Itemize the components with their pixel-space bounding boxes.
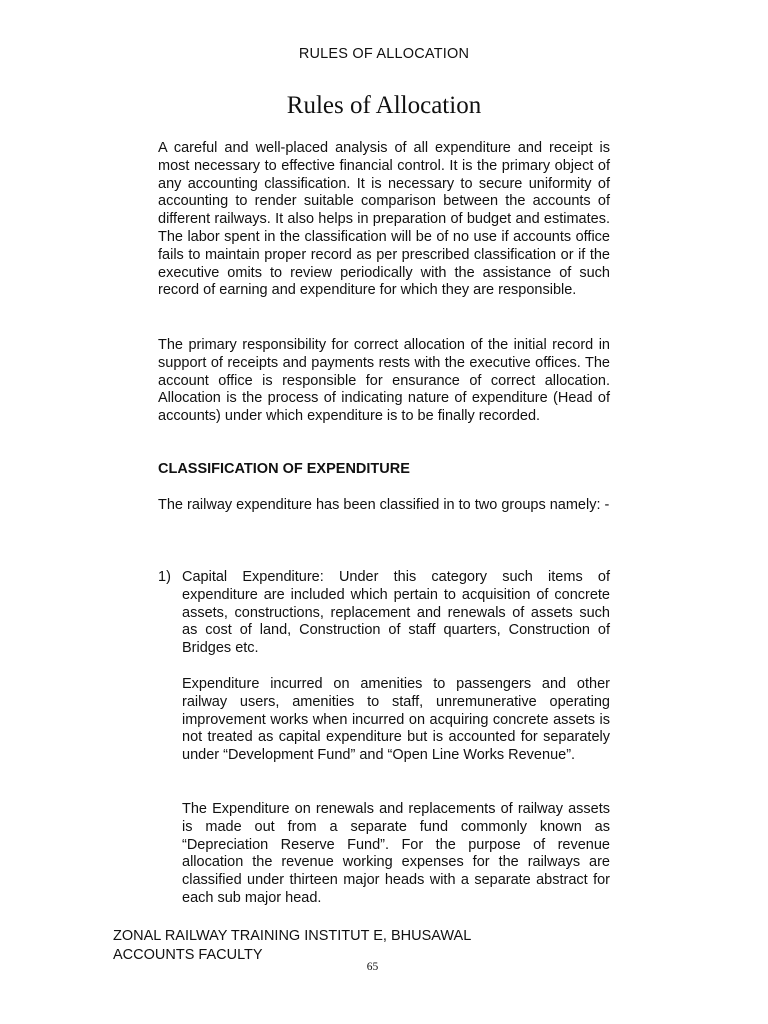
footer [113, 927, 471, 965]
responsibility-paragraph: The primary responsibility for correct allocation of the initial record in support of receipts and payments rests with the executive offices. The account office is responsible for ensurance of correct allocation. Allocation is the process of indicating nature of expenditure (Head of accounts) under which expenditure is to be finally recorded. [158, 337, 610, 425]
amenities-paragraph: Expenditure incurred on amenities to passengers and other railway users, amenities to staff, unremunerative operating improvement works when incurred on acquiring concrete assets is not treated as capital expenditure but is accounted for separately under “Development Fund” and “Open Line Works Revenue”. [182, 676, 610, 764]
list-item-text: Capital Expenditure: Under this category such items of expenditure are included which pertain to acquisition of concrete assets, constructions, replacement and renewals of assets such as cost of land, Construction of staff quarters, Construction of Bridges etc. [182, 569, 610, 657]
classification-paragraph: The railway expenditure has been classified in to two groups namely: - [158, 497, 610, 513]
footer-faculty: ACCOUNTS FACULTY [113, 947, 263, 963]
renewals-paragraph: The Expenditure on renewals and replacements of railway assets is made out from a separate fund commonly known as “Depreciation Reserve Fund”. For the purpose of revenue allocation the revenue working expenses for the railways are classified under thirteen major heads with a separate abstract for each sub major head. [182, 801, 610, 906]
intro-paragraph: A careful and well-placed analysis of all expenditure and receipt is most necessary to effective financial control. It is the primary object of any accounting classification. It is necessary to secure uniformity of accounting to render suitable comparison between the accounts of different railways. It also helps in preparation of budget and estimates. The labor spent in the classification will be of no use if accounts office fails to maintain proper record as per prescribed classification or if the executive omits to review periodically with the assistance of such record of earning and expenditure for which they are responsible. [158, 140, 610, 299]
page-title: Rules of Allocation [286, 92, 482, 119]
running-header: RULES OF ALLOCATION [298, 46, 470, 62]
list-item-number: 1) [158, 569, 171, 585]
list-item [158, 569, 610, 658]
section-heading: CLASSIFICATION OF EXPENDITURE [158, 461, 410, 477]
footer-institute: ZONAL RAILWAY TRAINING INSTITUT E, BHUSAWAL [113, 928, 472, 944]
page-number: 65 [366, 961, 379, 973]
